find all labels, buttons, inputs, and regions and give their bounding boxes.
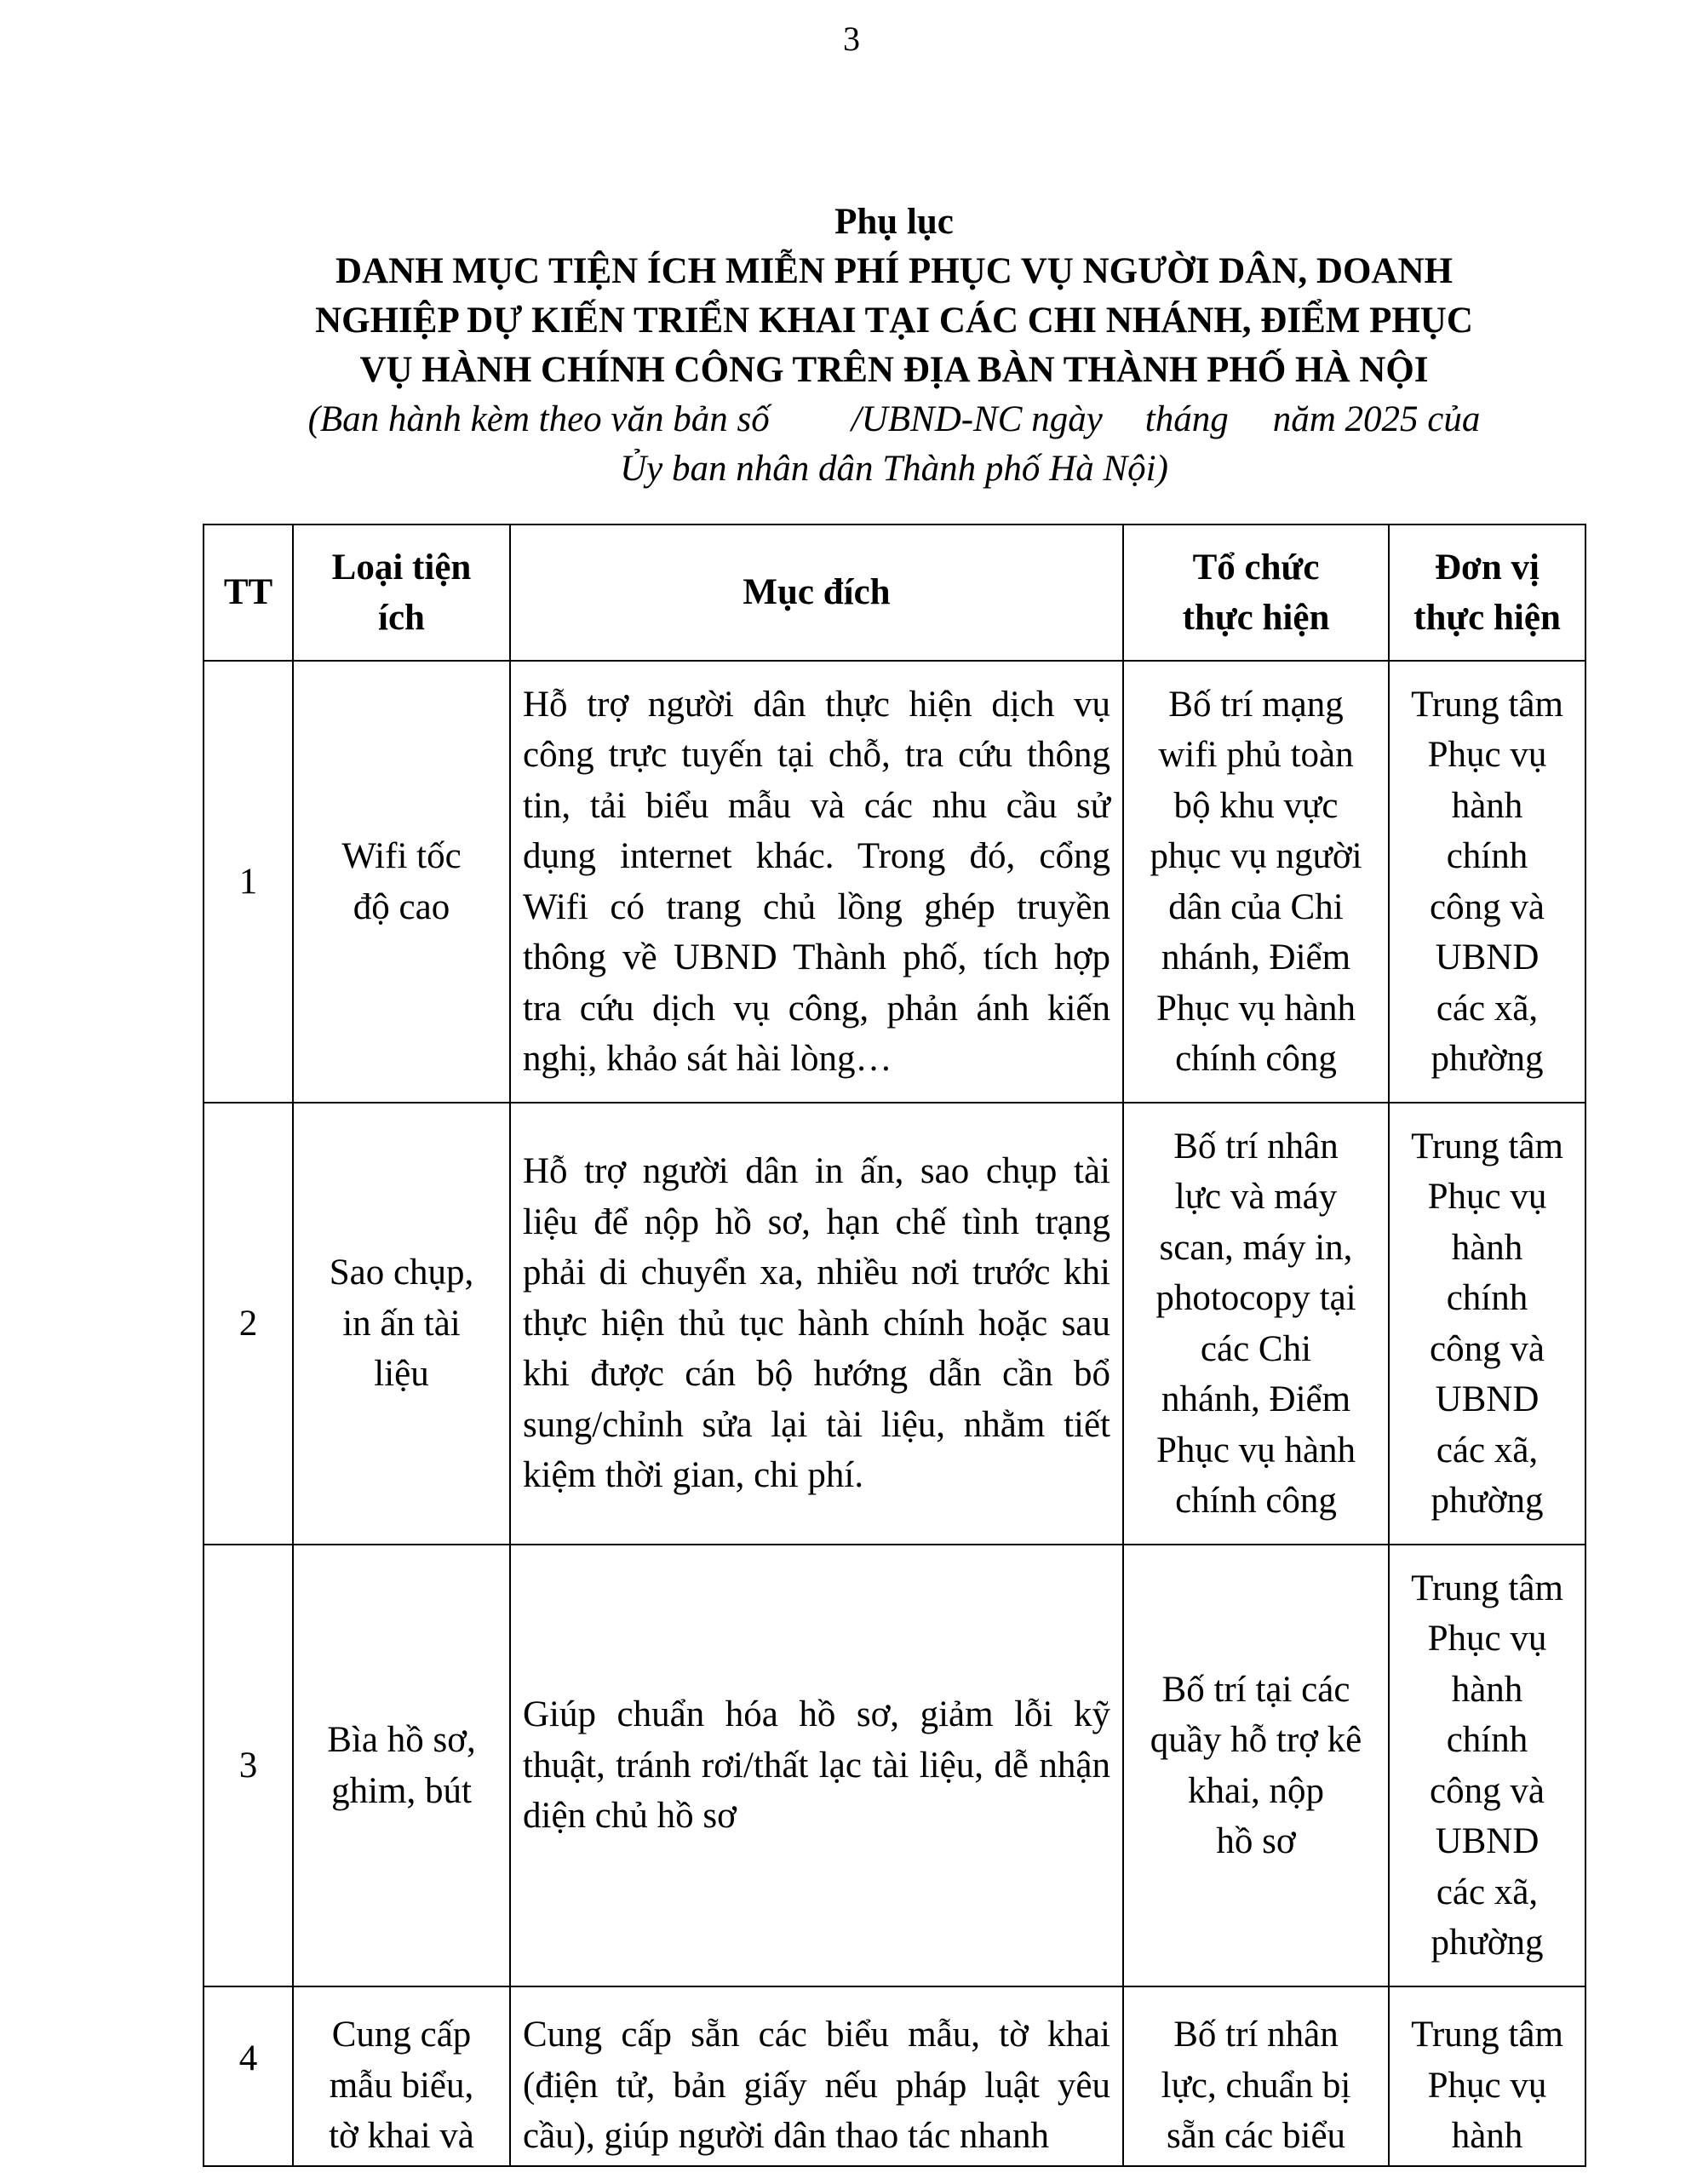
row-unit-line: công và: [1430, 1770, 1545, 1811]
row-org-line: quầy hỗ trợ kê: [1150, 1720, 1362, 1760]
row-unit-line: phường: [1431, 1923, 1544, 1963]
row-unit-line: phường: [1431, 1039, 1544, 1079]
row-type-line: in ấn tài: [342, 1303, 461, 1344]
row-org-line: chính công: [1175, 1481, 1337, 1521]
row-unit-line: Trung tâm: [1411, 1126, 1563, 1167]
header-unit-line-2: thực hiện: [1413, 598, 1561, 638]
row-unit-line: các xã,: [1436, 1872, 1539, 1912]
subtitle-part-1: (Ban hành kèm theo văn bản số: [307, 399, 770, 439]
row-type-line: Wifi tốc: [341, 836, 462, 876]
row-unit: [1389, 661, 1585, 1103]
row-org-line: các Chi: [1200, 1328, 1312, 1369]
row-org-line: dân của Chi: [1168, 886, 1344, 927]
row-org-line: Bố trí mạng: [1168, 684, 1344, 725]
subtitle-part-4: năm 2025 của: [1272, 399, 1481, 439]
header-purpose: Mục đích: [510, 525, 1123, 661]
row-unit-line: hành: [1451, 1669, 1523, 1710]
row-org-line: Bố trí tại các: [1161, 1669, 1350, 1710]
row-org-line: nhánh, Điểm: [1161, 1379, 1351, 1419]
row-unit: [1389, 1986, 1585, 2166]
header-unit: [1389, 525, 1585, 661]
row-purpose: Hỗ trợ người dân thực hiện dịch vụ công trực tuyến tại chỗ, tra cứu thông tin, tải biểu mẫu và các nhu cầu sử dụng internet khác. Trong đó, cổng Wifi có trang chủ lồng ghép truyền thông về UBND Thành phố, tích hợp tra cứu dịch vụ công, phản ánh kiến nghị, khảo sát hài lòng…: [510, 661, 1123, 1103]
header-org-line-1: Tổ chức: [1192, 547, 1320, 588]
row-org-line: phục vụ người: [1150, 836, 1362, 876]
row-unit-line: các xã,: [1436, 988, 1539, 1029]
title-line-3: VỤ HÀNH CHÍNH CÔNG TRÊN ĐỊA BÀN THÀNH PHỐ HÀ NỘI: [359, 350, 1429, 390]
table-header-row: [204, 525, 1585, 661]
row-type-line: Cung cấp: [331, 2015, 472, 2055]
row-purpose: Cung cấp sẵn các biểu mẫu, tờ khai (điện tử, bản giấy nếu pháp luật yêu cầu), giúp người dân thao tác nhanh: [510, 1986, 1123, 2166]
table-row: [204, 1545, 1585, 1986]
row-type-line: liệu: [374, 1354, 429, 1395]
row-type-line: ghim, bút: [331, 1770, 472, 1811]
header-tt: TT: [204, 525, 293, 661]
row-type-line: tờ khai và: [329, 2116, 474, 2156]
row-unit-line: hành: [1451, 2116, 1523, 2156]
row-unit-line: Phục vụ: [1427, 2065, 1547, 2106]
row-org-line: bộ khu vực: [1173, 785, 1339, 826]
document-heading: [213, 198, 1575, 494]
row-unit-line: Trung tâm: [1411, 684, 1563, 725]
table-row: [204, 1103, 1585, 1545]
row-unit-line: hành: [1451, 1227, 1523, 1268]
title-line-1: DANH MỤC TIỆN ÍCH MIỄN PHÍ PHỤC VỤ NGƯỜI DÂN, DOANH: [335, 251, 1453, 291]
row-org-line: Bố trí nhân: [1173, 2015, 1339, 2055]
row-org-line: Phục vụ hành: [1155, 988, 1356, 1029]
row-tt: 3: [204, 1545, 293, 1986]
row-org-line: lực, chuẩn bị: [1161, 2065, 1351, 2106]
row-org: [1123, 1103, 1389, 1545]
appendix-label: Phụ lục: [834, 202, 954, 242]
row-unit-line: chính: [1446, 836, 1528, 876]
row-unit-line: UBND: [1435, 937, 1540, 977]
row-unit-line: công và: [1430, 886, 1545, 927]
row-org-line: lực và máy: [1174, 1177, 1338, 1217]
header-type: [293, 525, 510, 661]
row-type-line: độ cao: [353, 886, 450, 927]
row-unit-line: Phục vụ: [1427, 735, 1547, 775]
row-org: [1123, 1986, 1389, 2166]
row-org-line: Bố trí nhân: [1173, 1126, 1339, 1167]
row-type-line: mẫu biểu,: [329, 2065, 474, 2106]
row-unit-line: phường: [1431, 1481, 1544, 1521]
row-type-line: Sao chụp,: [329, 1253, 474, 1293]
row-unit-line: hành: [1451, 785, 1523, 826]
subtitle-part-2: /UBND-NC ngày: [851, 399, 1103, 439]
table-row: [204, 1986, 1585, 2166]
row-org-line: sẵn các biểu: [1166, 2116, 1346, 2156]
row-tt: 2: [204, 1103, 293, 1545]
row-org-line: photocopy tại: [1155, 1278, 1356, 1318]
row-org-line: hồ sơ: [1216, 1821, 1296, 1861]
row-unit-line: chính: [1446, 1720, 1528, 1760]
row-org-line: chính công: [1175, 1039, 1337, 1079]
title-line-2: NGHIỆP DỰ KIẾN TRIỂN KHAI TẠI CÁC CHI NHÁNH, ĐIỂM PHỤC: [315, 301, 1473, 341]
header-org-line-2: thực hiện: [1182, 598, 1330, 638]
header-unit-line-1: Đơn vị: [1435, 547, 1540, 588]
row-unit-line: Phục vụ: [1427, 1619, 1547, 1659]
row-unit-line: UBND: [1435, 1821, 1540, 1861]
row-type: [293, 1103, 510, 1545]
row-org-line: Phục vụ hành: [1155, 1430, 1356, 1470]
row-unit-line: các xã,: [1436, 1430, 1539, 1470]
row-unit-line: Trung tâm: [1411, 1568, 1563, 1608]
row-org-line: scan, máy in,: [1159, 1227, 1353, 1268]
row-type: [293, 661, 510, 1103]
row-unit: [1389, 1545, 1585, 1986]
row-org-line: wifi phủ toàn: [1158, 735, 1354, 775]
table-row: [204, 661, 1585, 1103]
row-tt: 4: [204, 1986, 293, 2166]
row-type: [293, 1545, 510, 1986]
subtitle-line-1: [213, 395, 1575, 444]
row-org: [1123, 661, 1389, 1103]
row-org-line: khai, nộp: [1187, 1770, 1325, 1811]
subtitle-part-3: tháng: [1144, 399, 1229, 439]
row-type-line: Bìa hồ sơ,: [327, 1720, 476, 1760]
row-unit-line: UBND: [1435, 1379, 1540, 1419]
row-unit-line: chính: [1446, 1278, 1528, 1318]
header-org: [1123, 525, 1389, 661]
header-type-line-2: ích: [378, 598, 425, 638]
row-org: [1123, 1545, 1389, 1986]
row-org-line: nhánh, Điểm: [1161, 937, 1351, 977]
row-unit-line: Phục vụ: [1427, 1177, 1547, 1217]
page-number: 3: [843, 20, 860, 58]
row-unit-line: Trung tâm: [1411, 2015, 1563, 2055]
row-unit: [1389, 1103, 1585, 1545]
utilities-table: [203, 524, 1586, 2167]
row-purpose: Giúp chuẩn hóa hồ sơ, giảm lỗi kỹ thuật, tránh rơi/thất lạc tài liệu, dễ nhận diện chủ hồ sơ: [510, 1545, 1123, 1986]
subtitle-line-2: Ủy ban nhân dân Thành phố Hà Nội): [620, 449, 1168, 489]
row-type: [293, 1986, 510, 2166]
row-tt: 1: [204, 661, 293, 1103]
row-unit-line: công và: [1430, 1328, 1545, 1369]
row-purpose: Hỗ trợ người dân in ấn, sao chụp tài liệu để nộp hồ sơ, hạn chế tình trạng phải di chuyển xa, nhiều nơi trước khi thực hiện thủ tục hành chính hoặc sau khi được cán bộ hướng dẫn cần bổ sung/chỉnh sửa lại tài liệu, nhằm tiết kiệm thời gian, chi phí.: [510, 1103, 1123, 1545]
header-type-line-1: Loại tiện: [331, 547, 472, 588]
